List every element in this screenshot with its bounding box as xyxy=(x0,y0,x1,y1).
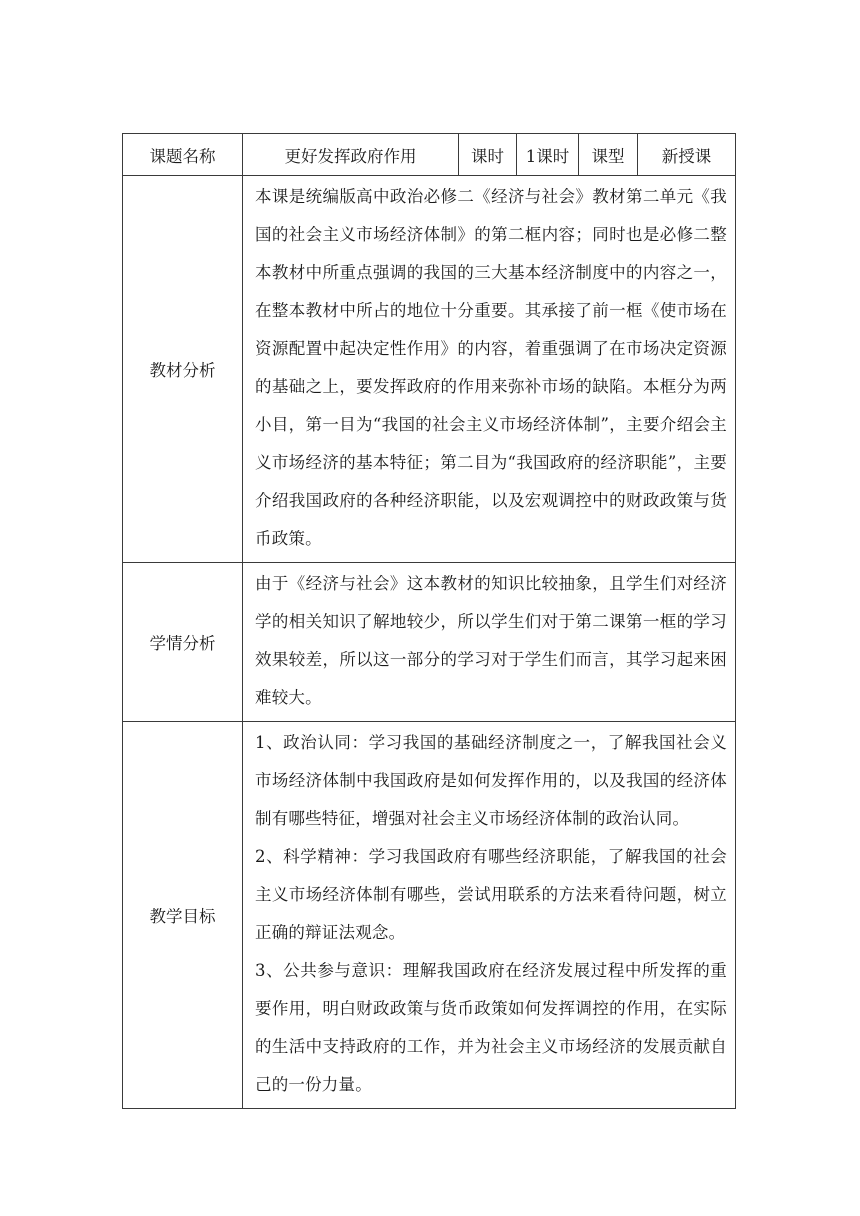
topic-value: 更好发挥政府作用 xyxy=(243,134,459,176)
teaching-goals-label: 教学目标 xyxy=(123,722,243,1109)
header-row xyxy=(123,134,736,176)
hours-label: 课时 xyxy=(459,134,517,176)
teaching-goals-row xyxy=(123,722,736,1109)
type-label: 课型 xyxy=(579,134,638,176)
student-analysis-label: 学情分析 xyxy=(123,563,243,722)
hours-value: 1课时 xyxy=(517,134,579,176)
goal-item: 1、政治认同：学习我国的基础经济制度之一，了解我国社会义市场经济体制中我国政府是如何发挥作用的，以及我国的经济体制有哪些特征，增强对社会主义市场经济体制的政治认同。 xyxy=(255,733,727,828)
teaching-goals-list xyxy=(243,722,736,1109)
material-analysis-row xyxy=(123,176,736,563)
goal-item: 3、公共参与意识：理解我国政府在经济发展过程中所发挥的重要作用，明白财政政策与货币政策如何发挥调控的作用，在实际的生活中支持政府的工作，并为社会主义市场经济的发展贡献自己的一份力量。 xyxy=(255,961,727,1094)
student-analysis-row xyxy=(123,563,736,722)
topic-label: 课题名称 xyxy=(123,134,243,176)
lesson-plan-table xyxy=(122,133,736,1109)
goal-item: 2、科学精神：学习我国政府有哪些经济职能，了解我国的社会主义市场经济体制有哪些，尝试用联系的方法来看待问题，树立正确的辩证法观念。 xyxy=(255,847,727,942)
material-analysis-text: 本课是统编版高中政治必修二《经济与社会》教材第二单元《我国的社会主义市场经济体制》的第二框内容；同时也是必修二整本教材中所重点强调的我国的三大基本经济制度中的内容之一，在整本教材中所占的地位十分重要。其承接了前一框《使市场在资源配置中起决定性作用》的内容，着重强调了在市场决定资源的基础之上，要发挥政府的作用来弥补市场的缺陷。本框分为两小目，第一目为“我国的社会主义市场经济体制”，主要介绍会主义市场经济的基本特征；第二目为“我国政府的经济职能”，主要介绍我国政府的各种经济职能，以及宏观调控中的财政政策与货币政策。 xyxy=(243,176,736,563)
material-analysis-label: 教材分析 xyxy=(123,176,243,563)
type-value: 新授课 xyxy=(638,134,736,176)
student-analysis-text: 由于《经济与社会》这本教材的知识比较抽象，且学生们对经济学的相关知识了解地较少，所以学生们对于第二课第一框的学习效果较差，所以这一部分的学习对于学生们而言，其学习起来困难较大。 xyxy=(243,563,736,722)
